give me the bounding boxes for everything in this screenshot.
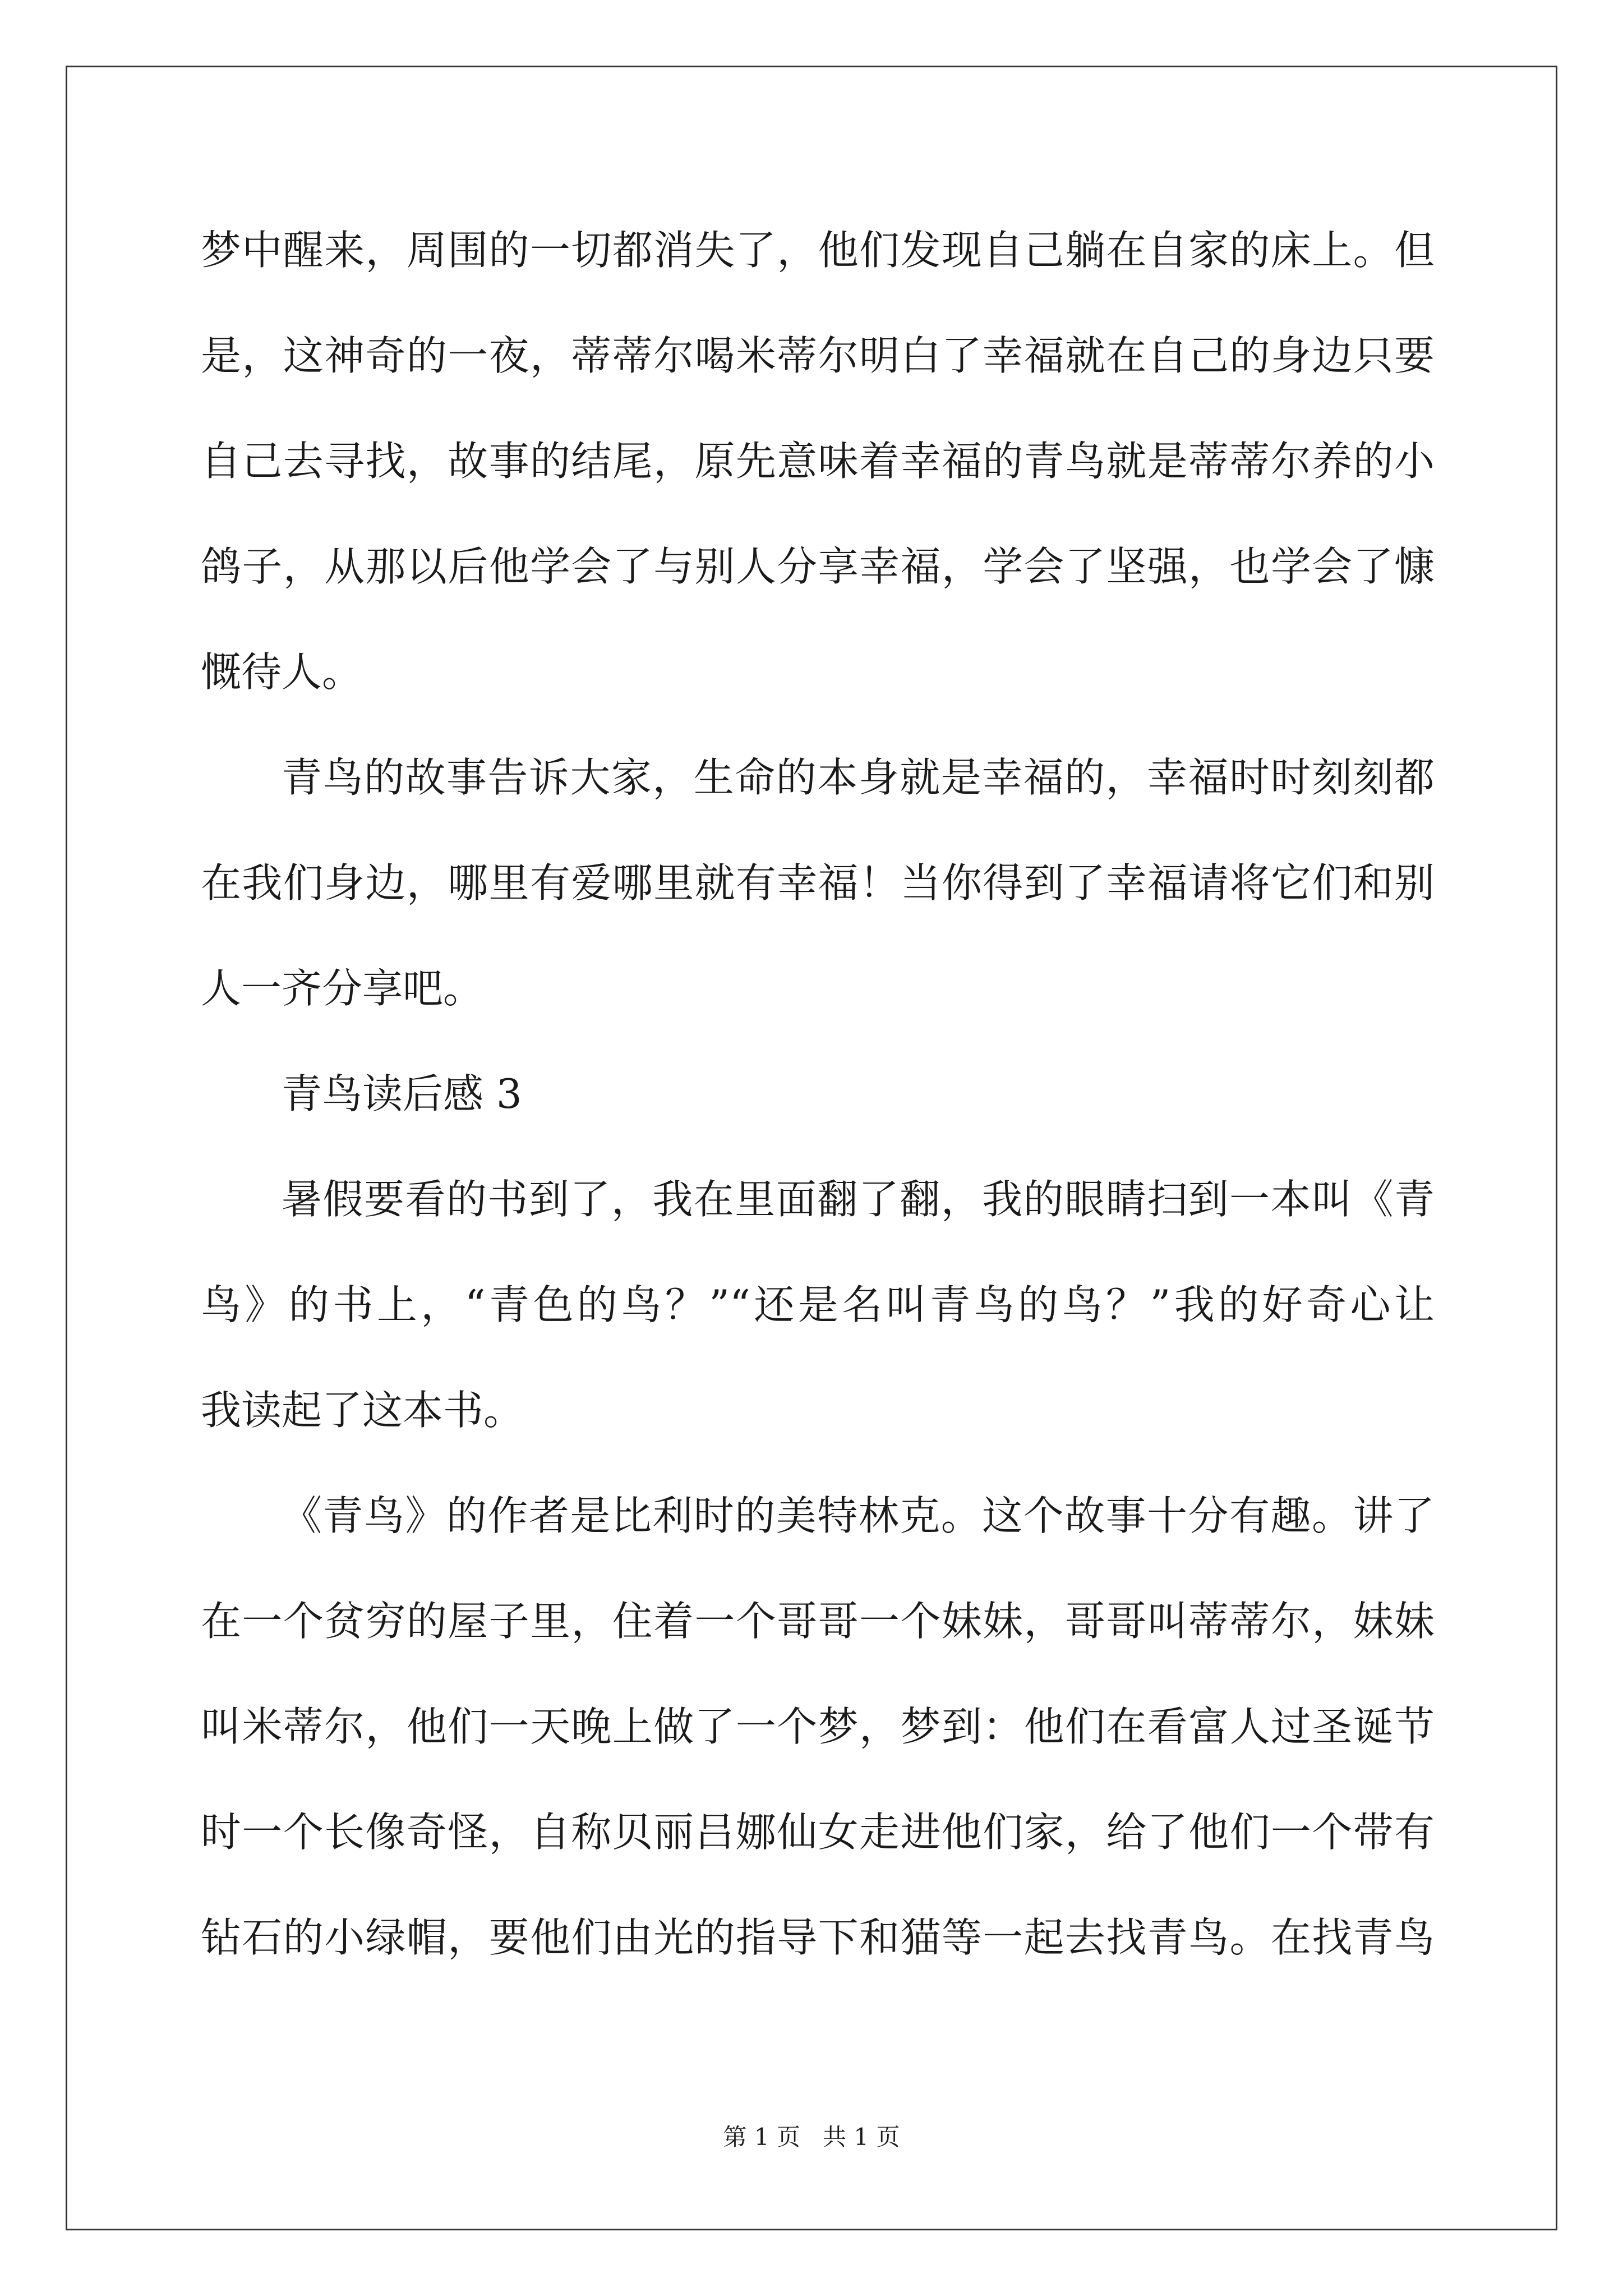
text-line: 暑假要看的书到了，我在里面翻了翻，我的眼睛扫到一本叫《青 (282, 1176, 1435, 1223)
document-body (201, 197, 1435, 1990)
text-line: 青鸟的故事告诉大家，生命的本身就是幸福的，幸福时时刻刻都 (282, 754, 1435, 801)
text-line: 在我们身边，哪里有爱哪里就有幸福！当你得到了幸福请将它们和别 (201, 859, 1435, 907)
paragraph (201, 1147, 1435, 1463)
text-line: 在一个贫穷的屋子里，住着一个哥哥一个妹妹，哥哥叫蒂蒂尔，妹妹 (201, 1598, 1435, 1645)
text-line: 钻石的小绿帽，要他们由光的指导下和猫等一起去找青鸟。在找青鸟 (201, 1914, 1435, 1961)
text-line: 鸟》的书上，“青色的鸟？”“还是名叫青鸟的鸟？”我的好奇心让 (201, 1281, 1435, 1328)
text-line: 梦中醒来，周围的一切都消失了，他们发现自己躺在自家的床上。但 (201, 227, 1435, 274)
paragraph (201, 725, 1435, 1041)
text-line: 鸽子，从那以后他学会了与别人分享幸福，学会了坚强，也学会了慷 (201, 543, 1435, 590)
text-line: 时一个长像奇怪，自称贝丽吕娜仙女走进他们家，给了他们一个带有 (201, 1809, 1435, 1856)
text-line: 是，这神奇的一夜，蒂蒂尔喝米蒂尔明白了幸福就在自己的身边只要 (201, 332, 1435, 379)
text-line: 人一齐分享吧。 (201, 965, 484, 1012)
text-line: 我读起了这本书。 (201, 1387, 524, 1434)
paragraph (201, 1463, 1435, 1990)
page-footer: 第 1 页 共 1 页 (723, 2123, 900, 2151)
text-line: 自己去寻找，故事的结尾，原先意味着幸福的青鸟就是蒂蒂尔养的小 (201, 438, 1435, 485)
paragraph (201, 1041, 1435, 1147)
text-line: 青鸟读后感 3 (282, 1070, 522, 1117)
text-line: 《青鸟》的作者是比利时的美特林克。这个故事十分有趣。讲了 (282, 1492, 1435, 1539)
paragraph (201, 197, 1435, 725)
text-line: 慨待人。 (201, 648, 363, 696)
text-line: 叫米蒂尔，他们一天晚上做了一个梦，梦到：他们在看富人过圣诞节 (201, 1703, 1435, 1750)
